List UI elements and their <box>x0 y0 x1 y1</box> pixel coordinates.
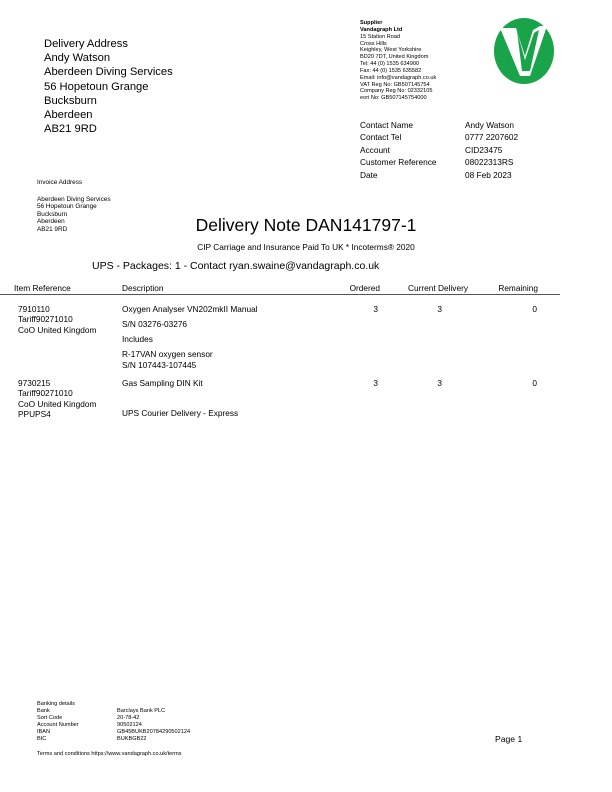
ordered-value: 3 <box>373 378 378 388</box>
header-remaining: Remaining <box>498 283 538 293</box>
contact-label: Contact Tel <box>360 132 402 143</box>
invoice-address-line: Bucksburn <box>37 210 68 218</box>
item-reference-line: Tariff90271010 <box>18 388 73 399</box>
contact-row-customer-reference <box>360 156 518 168</box>
banking-label: IBAN <box>37 729 51 736</box>
description-line: R-17VAN oxygen sensor <box>122 349 213 359</box>
contact-label: Customer Reference <box>360 157 437 168</box>
contact-row-date <box>360 169 518 181</box>
banking-value: 20-78-42 <box>117 715 140 722</box>
delivery-address <box>44 37 173 136</box>
banking-heading: Banking details <box>37 701 75 707</box>
item-reference-line: CoO United Kingdom <box>18 398 97 409</box>
remaining-value: 0 <box>532 304 537 314</box>
contact-value: CID23475 <box>465 144 503 155</box>
supplier-line: Keighley, West Yorkshire <box>360 47 422 54</box>
table-row-1-reference <box>18 304 96 335</box>
item-reference-line: CoO United Kingdom <box>18 324 97 335</box>
delivery-address-line: Bucksburn <box>44 94 97 107</box>
remaining-value: 0 <box>532 378 537 388</box>
description-line: S/N 03276-03276 <box>122 319 188 329</box>
contact-table <box>360 119 518 181</box>
contact-row-account <box>360 144 518 156</box>
contact-value: Andy Watson <box>465 120 515 130</box>
supplier-line: VAT Reg No: GB507145754 <box>360 81 430 88</box>
delivery-address-line: Aberdeen Diving Services <box>44 66 173 79</box>
contact-value: 0777 2207602 <box>465 132 519 143</box>
contact-label: Contact Name <box>360 120 414 130</box>
invoice-address-line: AB21 9RD <box>37 225 68 233</box>
banking-value: 90502124 <box>117 722 142 729</box>
header-current-delivery: Current Delivery <box>408 283 468 293</box>
delivery-address-line: AB21 9RD <box>44 123 97 136</box>
supplier-line: Email: info@vandagraph.co.uk <box>360 74 437 81</box>
header-ordered: Ordered <box>349 283 380 293</box>
header-description: Description <box>122 283 164 293</box>
delivery-address-line: Andy Watson <box>44 52 111 65</box>
incoterms-subtitle: CIP Carriage and Insurance Paid To UK * Incoterms® 2020 <box>197 242 415 252</box>
contact-value: 08022313RS <box>465 157 514 168</box>
supplier-line: Cross Hills <box>360 40 387 47</box>
header-item-reference: Item Reference <box>14 283 71 293</box>
item-reference-line: Tariff90271010 <box>18 314 73 325</box>
item-reference-line: 7910110 <box>18 304 50 314</box>
ups-contact-line: UPS - Packages: 1 - Contact ryan.swaine@vandagraph.co.uk <box>92 260 380 272</box>
delivery-address-heading: Delivery Address <box>44 38 128 50</box>
description-line: Oxygen Analyser VN202mkII Manual <box>122 304 258 314</box>
invoice-address-line: Aberdeen Diving Services <box>37 195 111 203</box>
invoice-address-line: 56 Hopetoun Grange <box>37 203 97 211</box>
supplier-line: 15 Station Road <box>360 33 401 40</box>
description-line: UPS Courier Delivery - Express <box>122 408 239 418</box>
description-line: S/N 107443-107445 <box>122 360 197 370</box>
contact-label: Account <box>360 144 390 155</box>
banking-value: GB45BUKB20784290502124 <box>117 729 191 736</box>
banking-label: Sort Code <box>37 715 63 722</box>
table-row-1-description <box>122 304 258 314</box>
banking-label: Account Number <box>37 722 79 729</box>
contact-row-tel <box>360 131 518 143</box>
supplier-company: Vandagraph Ltd <box>360 26 403 33</box>
document-title: Delivery Note DAN141797-1 <box>195 215 417 235</box>
terms-link-text: Terms and conditions https://www.vandagraph.co.uk/terms <box>37 751 182 757</box>
description-line: Includes <box>122 334 153 344</box>
contact-row-name <box>360 119 518 131</box>
ordered-value: 3 <box>373 304 378 314</box>
vandagraph-v-logo-icon <box>493 16 555 86</box>
current-delivery-value: 3 <box>437 378 442 388</box>
supplier-block <box>360 20 436 102</box>
delivery-address-line: 56 Hopetoun Grange <box>44 80 149 93</box>
banking-value: Barclays Bank PLC <box>117 708 166 714</box>
item-reference-line: 9730215 <box>18 378 51 388</box>
banking-labels <box>37 701 79 744</box>
supplier-line: Tel: 44 (0) 1535 634900 <box>360 61 420 68</box>
contact-value: 08 Feb 2023 <box>465 169 512 180</box>
banking-values <box>117 708 190 743</box>
supplier-line: eori No: GB507145754000 <box>360 95 427 102</box>
invoice-address-line: Aberdeen <box>37 218 65 226</box>
current-delivery-value: 3 <box>437 304 442 314</box>
banking-value: BUKBGB22 <box>117 736 147 743</box>
item-reference-line: PPUPS4 <box>18 408 51 419</box>
supplier-line: Fax: 44 (0) 1535 635582 <box>360 67 422 74</box>
banking-label: Bank <box>37 708 50 715</box>
header-divider <box>0 294 560 295</box>
page-number: Page 1 <box>495 734 523 744</box>
contact-label: Date <box>360 169 378 180</box>
supplier-line: Company Reg No: 02332105 <box>360 88 433 95</box>
banking-label: BIC <box>37 736 47 743</box>
description-line: Gas Sampling DIN Kit <box>122 378 203 388</box>
delivery-address-line: Aberdeen <box>44 109 93 122</box>
supplier-heading: Supplier <box>360 20 383 26</box>
supplier-line: BD20 7DT, United Kingdom <box>360 54 429 61</box>
table-row-2-reference <box>18 378 96 419</box>
invoice-address-heading: Invoice Address <box>37 179 83 186</box>
